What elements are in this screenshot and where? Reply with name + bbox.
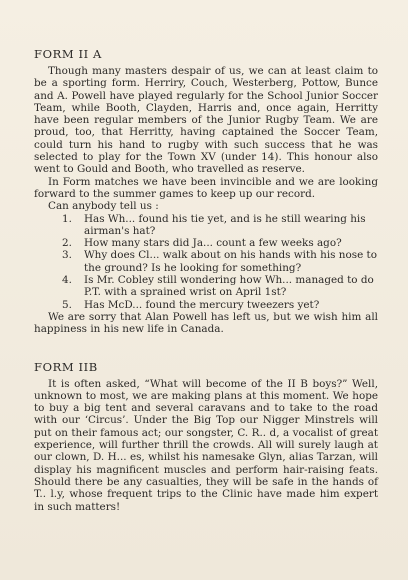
question-text: Has Wh... found his tie yet, and is he still wearing his airman's hat? [84, 212, 366, 237]
question-item [62, 237, 378, 249]
question-number: 2. [62, 237, 72, 250]
question-number: 4. [62, 274, 72, 287]
question-text: Is Mr. Cobley still wondering how Wh... managed to do P.T. with a sprained wrist on April 1st? [84, 274, 374, 299]
question-item [62, 249, 378, 274]
form-iia-section [34, 47, 378, 336]
question-text: Has McD... found the mercury tweezers yet? [84, 298, 320, 311]
form-iia-lead-in: Can anybody tell us : [48, 200, 159, 213]
form-iib-paragraph-circus: It is often asked, “What will become of the II B boys?” Well, unknown to most, we are making plans at this moment. We hope to buy a big tent and several caravans and to take to the road with our ‘Circus’. Under the Big Top our Nigger Minstrels will put on their famous act; our songster, C. R.. d, a vocalist of great experience, will further thrill the crowds. All will surely laugh at our clown, D. H... es, whilst his namesake Glyn, alias Tarzan, will display his magnificent muscles and perform hair-raising feats. Should there be any casualties, they will be safe in the hands of T.. l.y, whose frequent trips to the Clinic have made him expert in such matters! [34, 377, 378, 513]
form-iia-closing: We are sorry that Alan Powell has left us, but we wish him all happiness in his new life in Canada. [34, 310, 378, 336]
question-item [62, 299, 378, 311]
question-text: Why does Cl... walk about on his hands with his nose to the ground? Is he looking for something? [84, 249, 377, 274]
question-text: How many stars did Ja... count a few weeks ago? [84, 237, 342, 250]
question-item [62, 213, 378, 238]
question-number: 1. [62, 212, 72, 225]
form-iia-heading: FORM II A [34, 47, 102, 61]
question-number: 5. [62, 298, 72, 311]
form-iia-paragraph-sport: Though many masters despair of us, we can at least claim to be a sporting form. Herriry, Couch, Westerberg, Pottow, Bunce and A. Powell have played regularly for the School Junior Soccer Team, while Booth, Clayden, Harris and, once again, Herritty have been regular members of the Junior Rugby Team. We are proud, too, that Herritty, having captained the Soccer Team, could turn his hand to rugby with such success that he was selected to play for the Town XV (under 14). This honour also went to Gould and Booth, who travelled as reserve. [34, 65, 378, 176]
question-item [62, 274, 378, 299]
form-iib-section [34, 360, 378, 513]
form-iia-paragraph-matches: In Form matches we have been invincible and we are looking forward to the summer games to keep up our record. [34, 175, 378, 200]
question-number: 3. [62, 249, 72, 262]
form-iia-question-list [34, 213, 378, 311]
form-iib-heading: FORM IIB [34, 359, 98, 374]
